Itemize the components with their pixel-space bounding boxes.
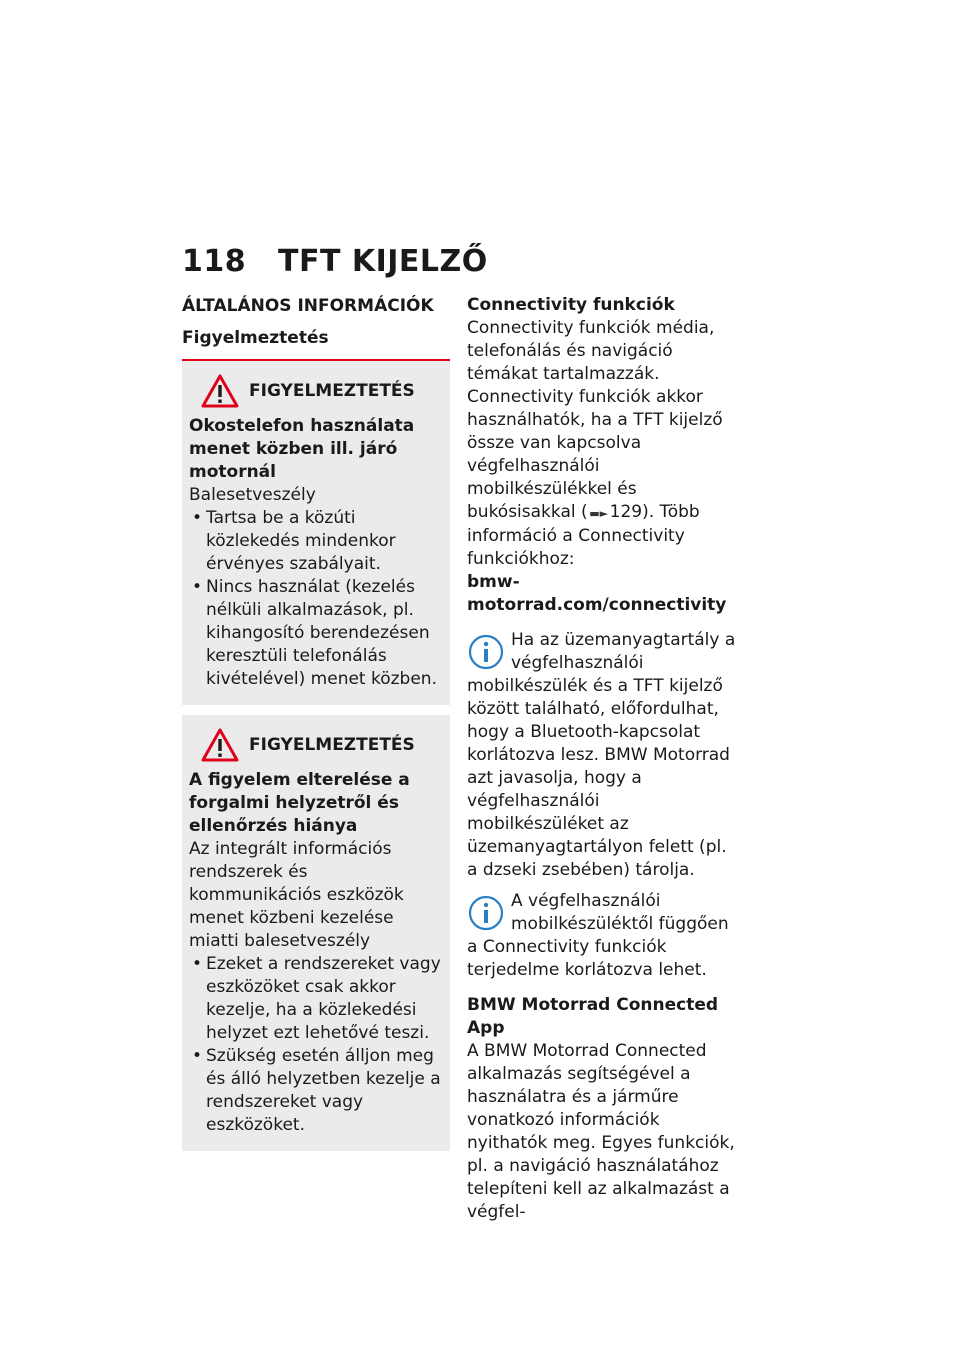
page-header	[182, 244, 488, 279]
warning-title: Okostelefon használata menet közben ill. járó motornál	[189, 416, 415, 482]
info-text: A végfelhasználói mobilkészüléktől függően a Connectivity funkciók terjedelme korlátozva lehet.	[467, 891, 729, 980]
page-reference[interactable]: 129	[609, 502, 643, 522]
info-text: Ha az üzemanyagtartály a végfelhasználói mobilkészülék és a TFT kijelző között található, előfordulhat, hogy a Bluetooth-kapcsolat korlátozva lesz. BMW Motorrad azt javasolja, hogy a végfelhasználói mobilkészüléket az üzemanyagtartályon felett (pl. a dzseki zsebében) tárolja.	[467, 630, 736, 880]
warning-box-distraction	[182, 715, 450, 1151]
info-note-device	[467, 890, 737, 982]
app-title: BMW Motorrad Connected App	[467, 995, 719, 1038]
warning-bullet: • Ezeket a rendszereket vagy eszközöket csak akkor kezelje, ha a közlekedési helyzet ezt lehetővé teszi.	[189, 953, 443, 1045]
warning-bullet: • Tartsa be a közúti közlekedés mindenkor érvényes szabályait.	[189, 507, 443, 576]
warning-label: FIGYELMEZTETÉS	[249, 381, 415, 401]
connectivity-text	[467, 317, 737, 571]
warning-bullet: • Nincs használat (kezelés nélküli alkalmazások, pl. kihangosító berendezésen keresztüli telefonálás kivételével) menet közben.	[189, 576, 443, 691]
subsection-title: Figyelmeztetés	[182, 328, 329, 348]
app-text: A BMW Motorrad Connected alkalmazás segítségével a használatra és a járműre vonatkozó információk nyithatók meg. Egyes funkciók, pl. a navigáció használatához telepíteni kell az alkalmazást a végfel-	[467, 1041, 735, 1222]
chapter-title: TFT KIJELZŐ	[278, 244, 488, 279]
connectivity-text-a: Connectivity funkciók média, telefonálás és navigáció témákat tartalmazzák. Connectivity funkciók akkor használhatók, ha a TFT kijelző össze van kapcsolva végfelhasználói mobilkészülékkel és bukósisakkal (	[467, 318, 723, 522]
info-icon	[467, 633, 505, 671]
warning-label: FIGYELMEZTETÉS	[249, 735, 415, 755]
warning-header	[181, 721, 443, 769]
connectivity-text-b: ). Több információ a Connectivity funkciókhoz:	[467, 502, 700, 569]
warning-consequence: Az integrált információs rendszerek és kommunikációs eszközök menet közbeni kezelése miatti balesetveszély	[189, 839, 404, 951]
arrow-reference-icon: ▬►	[589, 507, 609, 520]
info-icon	[467, 894, 505, 932]
warning-triangle-icon	[201, 374, 239, 408]
warning-consequence: Balesetveszély	[189, 485, 316, 505]
warning-bullet: • Szükség esetén álljon meg és álló helyzetben kezelje a rendszereket vagy eszközöket.	[189, 1045, 443, 1137]
warning-box-smartphone	[182, 361, 450, 705]
page-number: 118	[182, 244, 247, 279]
section-title: ÁLTALÁNOS INFORMÁCIÓK	[182, 296, 434, 316]
info-note-fuel-tank	[467, 629, 737, 882]
warning-triangle-icon	[201, 728, 239, 762]
connectivity-url[interactable]: bmw-motorrad.com/connectivity	[467, 572, 727, 615]
right-column	[467, 294, 737, 1224]
connectivity-title: Connectivity funkciók	[467, 295, 675, 315]
warning-header	[181, 367, 443, 415]
warning-title: A figyelem elterelése a forgalmi helyzetről és ellenőrzés hiánya	[189, 770, 410, 836]
left-column	[182, 294, 450, 1151]
